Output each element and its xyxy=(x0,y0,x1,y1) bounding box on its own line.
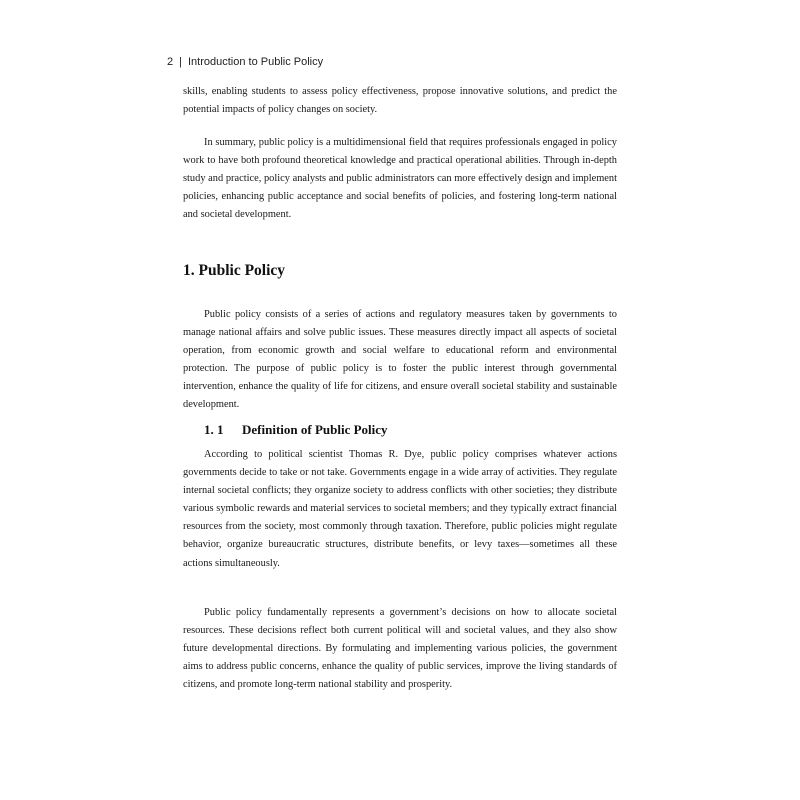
paragraph-public-policy: Public policy consists of a series of actions and regulatory measures taken by governments to manage national affairs and solve public issues. These measures directly impact all aspects of societal operation, from economic growth and social welfare to educational reform and environmental protection. The purpose of public policy is to foster the public interest through governmental intervention, enhance the quality of life for citizens, and ensure overall societal stability and sustainable development. xyxy=(183,309,617,411)
header-separator: | xyxy=(179,56,182,68)
page-number: 2 xyxy=(167,56,174,68)
subsection-heading-definition xyxy=(204,422,388,438)
paragraph-dye-definition: According to political scientist Thomas R. Dye, public policy comprises whatever actions governments decide to take or not take. Governments engage in a wide array of activities. They regulate internal societal conflicts; they organize society to address conflicts with other societies; they distribute various symbolic rewards and material services to societal members; and they typically extract financial resources from the society, most commonly through taxation. Therefore, public policies might regulate behavior, organize bureaucratic structures, distribute benefits, or levy taxes—sometimes all these actions simultaneously. xyxy=(183,449,617,569)
running-title: Introduction to Public Policy xyxy=(187,56,324,68)
subsection-number: 1. 1 xyxy=(204,422,224,437)
subsection-title: Definition of Public Policy xyxy=(242,422,388,437)
paragraph-continuation: skills, enabling students to assess policy effectiveness, propose innovative solutions, and predict the potential impacts of policy changes on society. xyxy=(183,86,617,116)
running-header xyxy=(167,55,323,69)
paragraph-summary: In summary, public policy is a multidimensional field that requires professionals engaged in policy work to have both profound theoretical knowledge and practical operational abilities. Through in-depth study and practice, policy analysts and public administrators can more effectively design and implement policies, enhancing public acceptance and social benefits of policies, and fostering long-term national and societal development. xyxy=(183,137,617,221)
paragraph-fundamental: Public policy fundamentally represents a government’s decisions on how to allocate societal resources. These decisions reflect both current political will and societal values, and they also show future developmental directions. By formulating and implementing various policies, the government aims to address public concerns, enhance the quality of public services, improve the living standards of citizens, and promote long-term national stability and prosperity. xyxy=(183,607,617,691)
section-heading-public-policy: 1. Public Policy xyxy=(183,262,286,279)
